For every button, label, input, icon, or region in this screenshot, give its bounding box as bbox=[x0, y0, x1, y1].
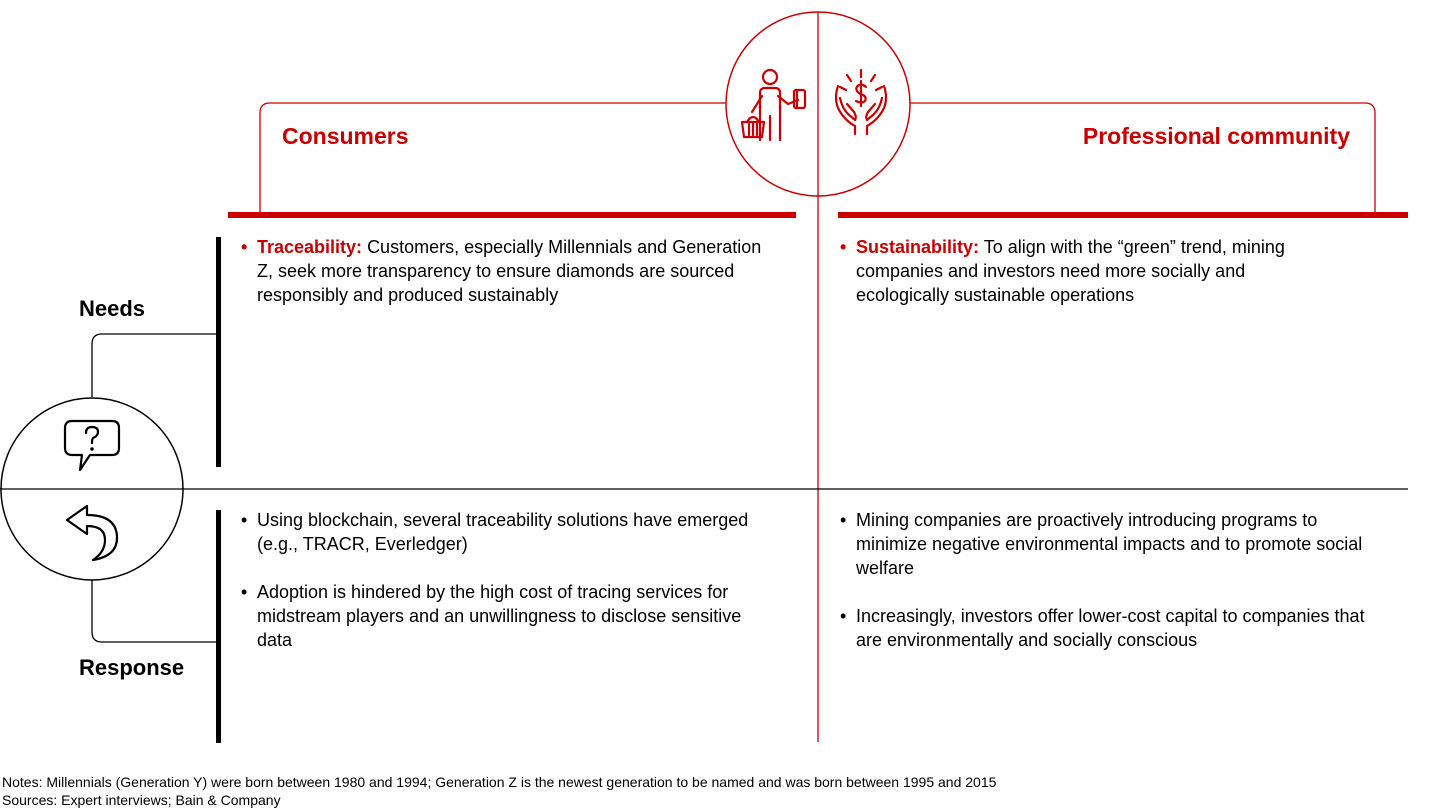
bullet-marker: • bbox=[840, 237, 847, 257]
shopper-with-basket-icon bbox=[738, 66, 810, 144]
header-consumers: Consumers bbox=[282, 123, 409, 149]
return-arrow-icon bbox=[63, 502, 121, 566]
investors-text: Increasingly, investors offer lower-cost capital to companies that are environmentally and socially conscious bbox=[856, 606, 1365, 650]
blockchain-text: Using blockchain, several traceability solutions have emerged (e.g., TRACR, Everledger) bbox=[257, 510, 749, 554]
sustainability-text: To align with the “green” trend, mining companies and investors need more socially and ecologically sustainable operations bbox=[856, 237, 1285, 305]
list-item bbox=[840, 508, 1390, 580]
footnote-sources: Sources: Expert interviews; Bain & Company bbox=[2, 792, 281, 808]
bullet-marker: • bbox=[840, 606, 847, 626]
list-item bbox=[241, 508, 761, 556]
list-item bbox=[840, 604, 1390, 652]
header-professional-community: Professional community bbox=[1082, 123, 1350, 149]
sustainability-highlight: Sustainability: bbox=[856, 237, 980, 257]
response-professional-cell bbox=[840, 508, 1390, 652]
row-label-response: Response bbox=[79, 655, 185, 680]
footnote-notes: Notes: Millennials (Generation Y) were born between 1980 and 1994; Generation Z is the newest generation to be named and was born between 1995 and 2015 bbox=[2, 774, 997, 790]
row-label-needs: Needs bbox=[79, 296, 146, 321]
bullet-marker: • bbox=[840, 510, 847, 530]
needs-professional-cell bbox=[840, 235, 1330, 307]
bullet-marker: • bbox=[241, 510, 248, 530]
traceability-highlight: Traceability: bbox=[257, 237, 363, 257]
adoption-text: Adoption is hindered by the high cost of tracing services for midstream players and an unwillingness to disclose sensitive data bbox=[257, 582, 742, 650]
question-bubble-icon bbox=[62, 418, 122, 476]
list-item bbox=[241, 235, 781, 307]
list-item bbox=[840, 235, 1330, 307]
traceability-text: Customers, especially Millennials and Generation Z, seek more transparency to ensure diamonds are sourced responsibly and produced sustainably bbox=[257, 237, 762, 305]
bullet-marker: • bbox=[241, 582, 248, 602]
needs-consumers-cell bbox=[241, 235, 781, 307]
response-consumers-cell bbox=[241, 508, 761, 652]
mining-programs-text: Mining companies are proactively introducing programs to minimize negative environmental impacts and to promote social welfare bbox=[856, 510, 1363, 578]
bullet-marker: • bbox=[241, 237, 248, 257]
hands-with-dollar-icon bbox=[830, 68, 892, 136]
list-item bbox=[241, 580, 761, 652]
